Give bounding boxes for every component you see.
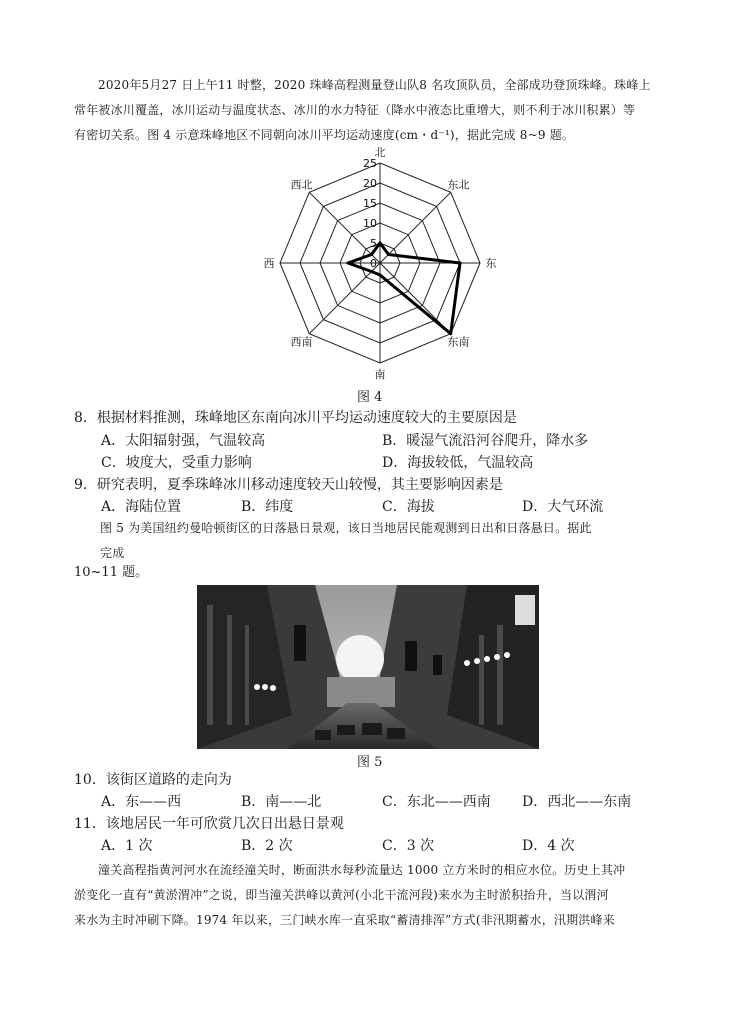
question-9-option-c: C．海拔 [382,499,435,515]
sunset-street-image [197,585,539,749]
intro-2-line-2: 完成 [100,546,125,560]
radar-point-1 [387,253,390,256]
radar-point-0 [379,242,382,245]
radar-direction-label: 南 [374,368,386,381]
radar-ring-label: 15 [363,197,377,210]
radar-point-5 [370,270,373,273]
intro-2-line-3: 10~11 题。 [74,565,149,580]
radar-point-6 [347,262,350,265]
question-11-option-b: B．2 次 [241,838,293,854]
radar-direction-label: 东 [485,257,497,270]
glacier-speed-radar-chart [250,145,510,381]
radar-point-7 [370,253,373,256]
intro-paragraph-1 [74,73,674,148]
question-11-option-a: A．1 次 [101,838,153,854]
figure-5-caption: 图 5 [357,755,383,770]
question-11-stem: 11．该地居民一年可欣赏几次日出悬日景观 [74,816,344,832]
question-10-option-b: B．南——北 [241,794,322,810]
radar-ring-label: 5 [370,237,377,250]
intro-1-line-2: 常年被冰川覆盖，冰川运动与温度状态、冰川的水力特征（降水中液态比重增大，则不利于冰川积累）等 [74,103,636,117]
question-8-option-d: D．海拔较低，气温较高 [382,455,534,471]
intro-3-line-3: 来水为主时冲刷下降。1974 年以来，三门峡水库一直采取“蓄清排浑”方式(非汛期蓄水，汛期洪峰来 [74,913,615,927]
radar-direction-label: 西北 [290,178,313,192]
question-9-option-d: D．大气环流 [522,499,604,515]
radar-ring-label: 0 [370,257,377,270]
radar-direction-label: 东北 [447,178,470,192]
radar-direction-label: 西 [263,257,275,270]
radar-ring-label: 10 [363,217,377,230]
radar-direction-label: 北 [374,146,386,159]
intro-paragraph-3 [74,858,684,933]
radar-series [347,242,462,336]
intro-1-line-3: 有密切关系。图 4 示意珠峰地区不同朝向冰川平均运动速度(cm・d⁻¹)，据此完成 8~9 题。 [74,128,575,142]
question-10-option-c: C．东北——西南 [382,794,491,810]
question-9-option-a: A．海陆位置 [101,499,182,515]
radar-series-line [348,243,460,334]
intro-paragraph-2 [74,516,674,566]
manhattanhenge-photo [197,585,539,749]
figure-4-caption: 图 4 [357,390,383,405]
question-10-option-a: A．东——西 [101,794,182,810]
radar-direction-label: 西南 [290,335,313,349]
intro-3-line-1: 潼关高程指黄河河水在流经潼关时，断面洪水每秒流量达 1000 立方米时的相应水位。历史上其冲 [98,863,626,877]
radar-ring-label: 20 [363,177,377,190]
intro-2-line-1: 图 5 为美国纽约曼哈顿街区的日落悬日景观，该日当地居民能观测到日出和日落悬日。据此 [100,521,592,535]
question-11-option-c: C．3 次 [382,838,435,854]
radar-point-2 [459,262,462,265]
question-8-option-b: B．暖湿气流沿河谷爬升，降水多 [382,433,589,449]
radar-direction-label: 东南 [447,335,470,349]
question-10-stem: 10．该街区道路的走向为 [74,772,232,788]
question-11-option-d: D．4 次 [522,838,575,854]
question-9-stem: 9．研究表明，夏季珠峰冰川移动速度较天山较慢，其主要影响因素是 [74,477,503,493]
question-8-option-a: A．太阳辐射强，气温较高 [101,433,266,449]
radar-point-4 [379,274,382,277]
question-8-option-c: C．坡度大，受重力影响 [101,455,252,471]
question-8-stem: 8．根据材料推测，珠峰地区东南向冰川平均运动速度较大的主要原因是 [74,410,517,426]
question-10-option-d: D．西北——东南 [522,794,632,810]
intro-3-line-2: 淤变化一直有“黄淤渭冲”之说，即当潼关洪峰以黄河(小北干流河段)来水为主时淤积抬升，当以渭河 [74,888,609,902]
question-9-option-b: B．纬度 [241,499,294,515]
radar-ring-label: 25 [363,157,377,170]
intro-1-line-1: 2020年5月27 日上午11 时整，2020 珠峰高程测量登山队8 名攻顶队员，全部成功登顶珠峰。珠峰上 [98,78,651,92]
